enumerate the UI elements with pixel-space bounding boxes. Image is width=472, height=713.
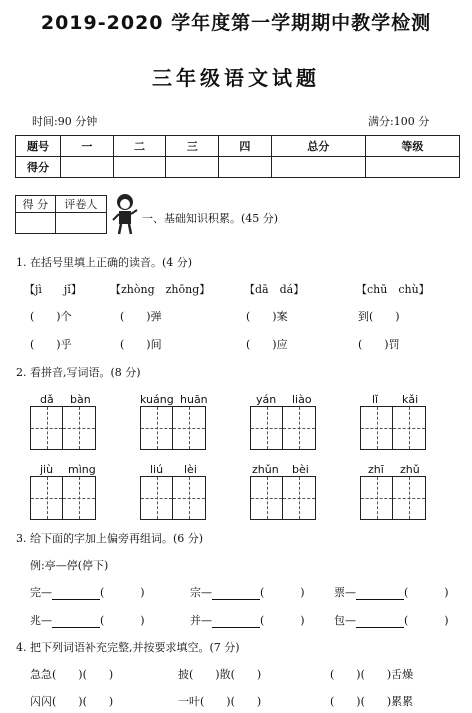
reading-blank[interactable]: 到( ) <box>358 310 400 323</box>
full-score: 满分:100 分 <box>368 115 430 128</box>
radical-item: 兆— ( ) <box>30 614 145 627</box>
writing-grid[interactable] <box>140 406 206 452</box>
reading-blank[interactable]: ( )罚 <box>358 338 400 351</box>
pinyin-label: zhǔn <box>252 463 279 476</box>
writing-grid[interactable] <box>30 476 96 522</box>
score-input-cell[interactable] <box>219 157 272 178</box>
score-table <box>15 135 460 178</box>
question-2-title: 2. 看拼音,写词语。(8 分) <box>16 366 141 379</box>
radical-item: 包— ( ) <box>334 614 449 627</box>
score-input-cell[interactable] <box>271 157 365 178</box>
radical-char: 票— <box>334 586 356 599</box>
pinyin-label: jiù <box>40 463 54 476</box>
pinyin-label: huān <box>180 393 208 406</box>
radical-char: 兆— <box>30 614 52 627</box>
pinyin-label: kǎi <box>402 393 419 406</box>
question-4-title: 4. 把下列词语补充完整,并按要求填空。(7 分) <box>16 641 240 654</box>
radical-blank[interactable] <box>212 586 260 600</box>
radical-blank[interactable] <box>52 614 100 628</box>
score-table-cell: 一 <box>61 136 114 157</box>
radical-char: 包— <box>334 614 356 627</box>
idiom-blank[interactable]: 急急( )( ) <box>30 668 114 681</box>
grader-name-label: 评卷人 <box>55 196 106 213</box>
student-mascot-icon <box>110 192 140 236</box>
score-table-cell: 四 <box>219 136 272 157</box>
score-table-cell: 得分 <box>16 157 61 178</box>
pinyin-option: 【dā dá】 <box>244 283 305 296</box>
question-3-title: 3. 给下面的字加上偏旁再组词。(6 分) <box>16 532 204 545</box>
section-1-title: 一、基础知识积累。(45 分) <box>142 212 279 225</box>
idiom-blank[interactable]: 一叶( )( ) <box>178 695 262 708</box>
score-input-cell[interactable] <box>61 157 114 178</box>
radical-item: 票— ( ) <box>334 586 449 599</box>
pinyin-label: bèi <box>292 463 309 476</box>
pinyin-label: mìng <box>68 463 96 476</box>
score-table-cell: 等级 <box>365 136 459 157</box>
grader-table <box>15 195 107 234</box>
pinyin-option: 【jì jǐ】 <box>24 283 82 296</box>
radical-char: 完— <box>30 586 52 599</box>
question-1-title: 1. 在括号里填上正确的读音。(4 分) <box>16 256 193 269</box>
pinyin-label: bàn <box>70 393 91 406</box>
reading-blank[interactable]: ( )案 <box>246 310 288 323</box>
radical-char: 宗— <box>190 586 212 599</box>
writing-grid[interactable] <box>360 476 426 522</box>
grader-score-label: 得 分 <box>16 196 56 213</box>
writing-grid[interactable] <box>360 406 426 452</box>
score-table-cell: 题号 <box>16 136 61 157</box>
reading-blank[interactable]: ( )个 <box>30 310 72 323</box>
pinyin-label: lǐ <box>372 393 379 406</box>
pinyin-option: 【zhòng zhōng】 <box>110 283 211 296</box>
writing-grid[interactable] <box>250 476 316 522</box>
pinyin-label: liào <box>292 393 312 406</box>
writing-grid[interactable] <box>30 406 96 452</box>
idiom-blank[interactable]: 披( )散( ) <box>178 668 262 681</box>
pinyin-option: 【chū chù】 <box>356 283 430 296</box>
score-table-score-row <box>16 157 460 178</box>
score-input-cell[interactable] <box>166 157 219 178</box>
pinyin-label: lèi <box>184 463 197 476</box>
idiom-blank[interactable]: ( )( )舌燥 <box>330 668 414 681</box>
pinyin-label: zhǔ <box>400 463 420 476</box>
score-table-cell: 总分 <box>271 136 365 157</box>
pinyin-label: yán <box>256 393 277 406</box>
example-text: 例:亭—停(停下) <box>30 559 109 572</box>
grader-name-cell[interactable] <box>55 213 106 234</box>
radical-blank[interactable] <box>356 614 404 628</box>
pinyin-label: dǎ <box>40 393 54 406</box>
radical-item: 宗— ( ) <box>190 586 305 599</box>
radical-blank[interactable] <box>212 614 260 628</box>
reading-blank[interactable]: ( )乎 <box>30 338 72 351</box>
score-table-header-row <box>16 136 460 157</box>
reading-blank[interactable]: ( )应 <box>246 338 288 351</box>
pinyin-label: zhī <box>368 463 384 476</box>
score-table-cell: 三 <box>166 136 219 157</box>
radical-blank[interactable] <box>52 586 100 600</box>
radical-item: 完— ( ) <box>30 586 145 599</box>
radical-item: 并— ( ) <box>190 614 305 627</box>
writing-grid[interactable] <box>140 476 206 522</box>
radical-blank[interactable] <box>356 586 404 600</box>
score-input-cell[interactable] <box>365 157 459 178</box>
pinyin-label: liú <box>150 463 164 476</box>
reading-blank[interactable]: ( )弹 <box>120 310 162 323</box>
score-input-cell[interactable] <box>113 157 166 178</box>
exam-title: 2019-2020 学年度第一学期期中教学检测 <box>40 12 432 34</box>
idiom-blank[interactable]: 闪闪( )( ) <box>30 695 114 708</box>
reading-blank[interactable]: ( )间 <box>120 338 162 351</box>
idiom-blank[interactable]: ( )( )累累 <box>330 695 414 708</box>
radical-char: 并— <box>190 614 212 627</box>
time-limit: 时间:90 分钟 <box>32 115 98 128</box>
exam-subtitle: 三年级语文试题 <box>152 66 320 90</box>
grader-score-cell[interactable] <box>16 213 56 234</box>
score-table-cell: 二 <box>113 136 166 157</box>
pinyin-label: kuáng <box>140 393 174 406</box>
writing-grid[interactable] <box>250 406 316 452</box>
